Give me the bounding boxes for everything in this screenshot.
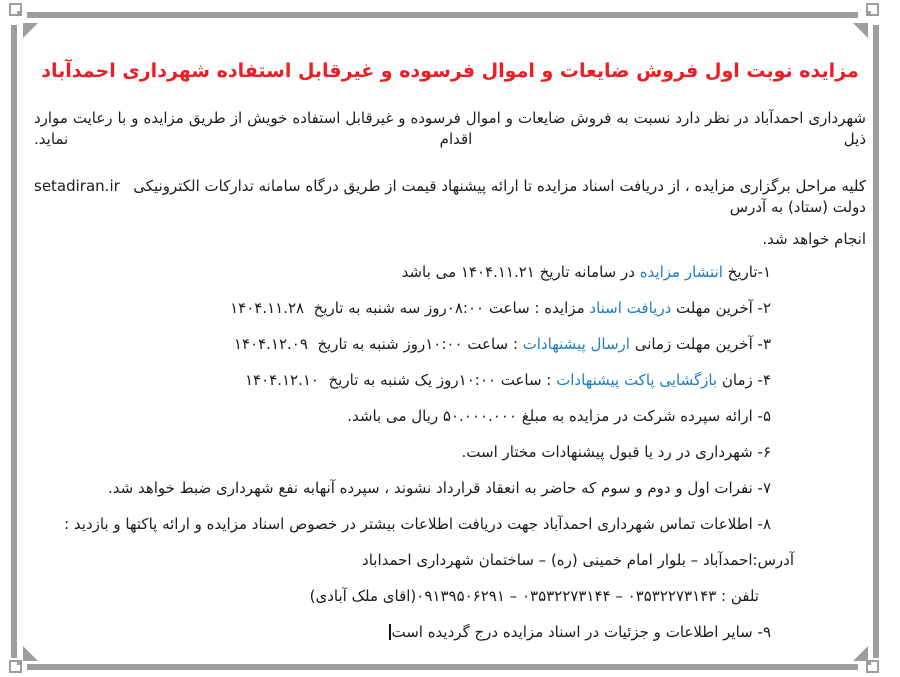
- border-corner-square-bottom-left: [9, 660, 22, 673]
- highlighted-text: بازگشایی پاکت پیشنهادات: [556, 371, 718, 389]
- process-paragraph-line1[interactable]: [34, 176, 866, 218]
- border-corner-square-top-left: [9, 3, 22, 16]
- highlighted-text: دریافت اسناد: [589, 299, 672, 317]
- list-item-4[interactable]: [34, 369, 866, 391]
- list-item-6[interactable]: [34, 441, 866, 463]
- items-list[interactable]: [34, 261, 866, 643]
- document-content[interactable]: [34, 0, 866, 657]
- text-segment: تلفن : ۰۳۵۳۲۲۷۳۱۴۳ – ۰۳۵۳۲۲۷۳۱۴۴ – ۰۹۱۳۹۵۰۶۲۹۱(اقای ملک آبادی): [309, 587, 759, 605]
- text-segment: مزایده : ساعت ۰۸:۰۰روز سه شنبه به تاریخ ۱۴۰۴.۱۱.۲۸: [230, 299, 590, 317]
- highlighted-text: انتشار مزایده: [639, 263, 723, 281]
- list-item-7[interactable]: [34, 477, 866, 499]
- text-segment: ۱-تاریخ: [722, 263, 771, 281]
- page-border-right: [873, 25, 879, 658]
- text-segment: ۲- آخرین مهلت: [671, 299, 771, 317]
- text-segment: ۶- شهرداری در رد یا قبول پیشنهادات مختار است.: [461, 443, 771, 461]
- text-segment: ۸- اطلاعات تماس شهرداری احمدآباد جهت دریافت اطلاعات بیشتر در خصوص اسناد مزایده و ارائه پاکتها و بازدید :: [64, 515, 771, 533]
- border-corner-square-top-right: [866, 3, 879, 16]
- text-segment: ۹- سایر اطلاعات و جزئیات در اسناد مزایده درج گردیده است: [391, 623, 771, 641]
- list-item-1[interactable]: [34, 261, 866, 283]
- text-segment: : ساعت ۱۰:۰۰روز یک شنبه به تاریخ ۱۴۰۴.۱۲.۱۰: [244, 371, 557, 389]
- intro-paragraph[interactable]: شهرداری احمدآباد در نظر دارد نسبت به فروش ضایعات و اموال فرسوده و غیرقابل استفاده خویش از طریق مزایده و با رعایت موارد ذیل اقدام نماید.: [34, 109, 866, 148]
- setadiran-url[interactable]: setadiran.ir: [34, 177, 120, 195]
- text-segment: ۴- زمان: [717, 371, 771, 389]
- highlighted-text: ارسال پیشنهادات: [522, 335, 630, 353]
- text-segment: ۵- ارائه سپرده شرکت در مزایده به مبلغ ۵۰.۰۰۰.۰۰۰ ریال می باشد.: [347, 407, 771, 425]
- text-segment: ۷- نفرات اول و دوم و سوم که حاضر به انعقاد قرارداد نشوند ، سپرده آنهابه نفع شهرداری ضبط خواهد شد.: [107, 479, 771, 497]
- text-segment: : ساعت ۱۰:۰۰روز شنبه به تاریخ ۱۴۰۴.۱۲.۰۹: [233, 335, 523, 353]
- process-text: کلیه مراحل برگزاری مزایده ، از دریافت اسناد مزایده تا ارائه پیشنهاد قیمت از طریق درگاه سامانه تدارکات الکترونیکی دولت (ستاد) به آدرس: [133, 177, 866, 216]
- list-item-2[interactable]: [34, 297, 866, 319]
- page-border-bottom: [27, 664, 858, 670]
- list-item-3[interactable]: [34, 333, 866, 355]
- address-line[interactable]: [34, 549, 866, 571]
- phone-line[interactable]: [34, 585, 866, 607]
- text-segment: ۳- آخرین مهلت زمانی: [629, 335, 771, 353]
- page-border-left: [11, 25, 17, 658]
- list-item-5[interactable]: [34, 405, 866, 427]
- document-title[interactable]: مزایده نوبت اول فروش ضایعات و اموال فرسوده و غیرقابل استفاده شهرداری احمدآباد: [41, 60, 859, 82]
- text-segment: آدرس:احمدآباد – بلوار امام خمینی (ره) – ساختمان شهرداری احمداباد: [362, 551, 794, 569]
- border-corner-square-bottom-right: [866, 660, 879, 673]
- text-segment: در سامانه تاریخ ۱۴۰۴.۱۱.۲۱ می باشد: [401, 263, 640, 281]
- list-item-9[interactable]: [34, 621, 866, 643]
- list-item-8[interactable]: [34, 513, 866, 535]
- process-paragraph-line2[interactable]: انجام خواهد شد.: [762, 230, 866, 248]
